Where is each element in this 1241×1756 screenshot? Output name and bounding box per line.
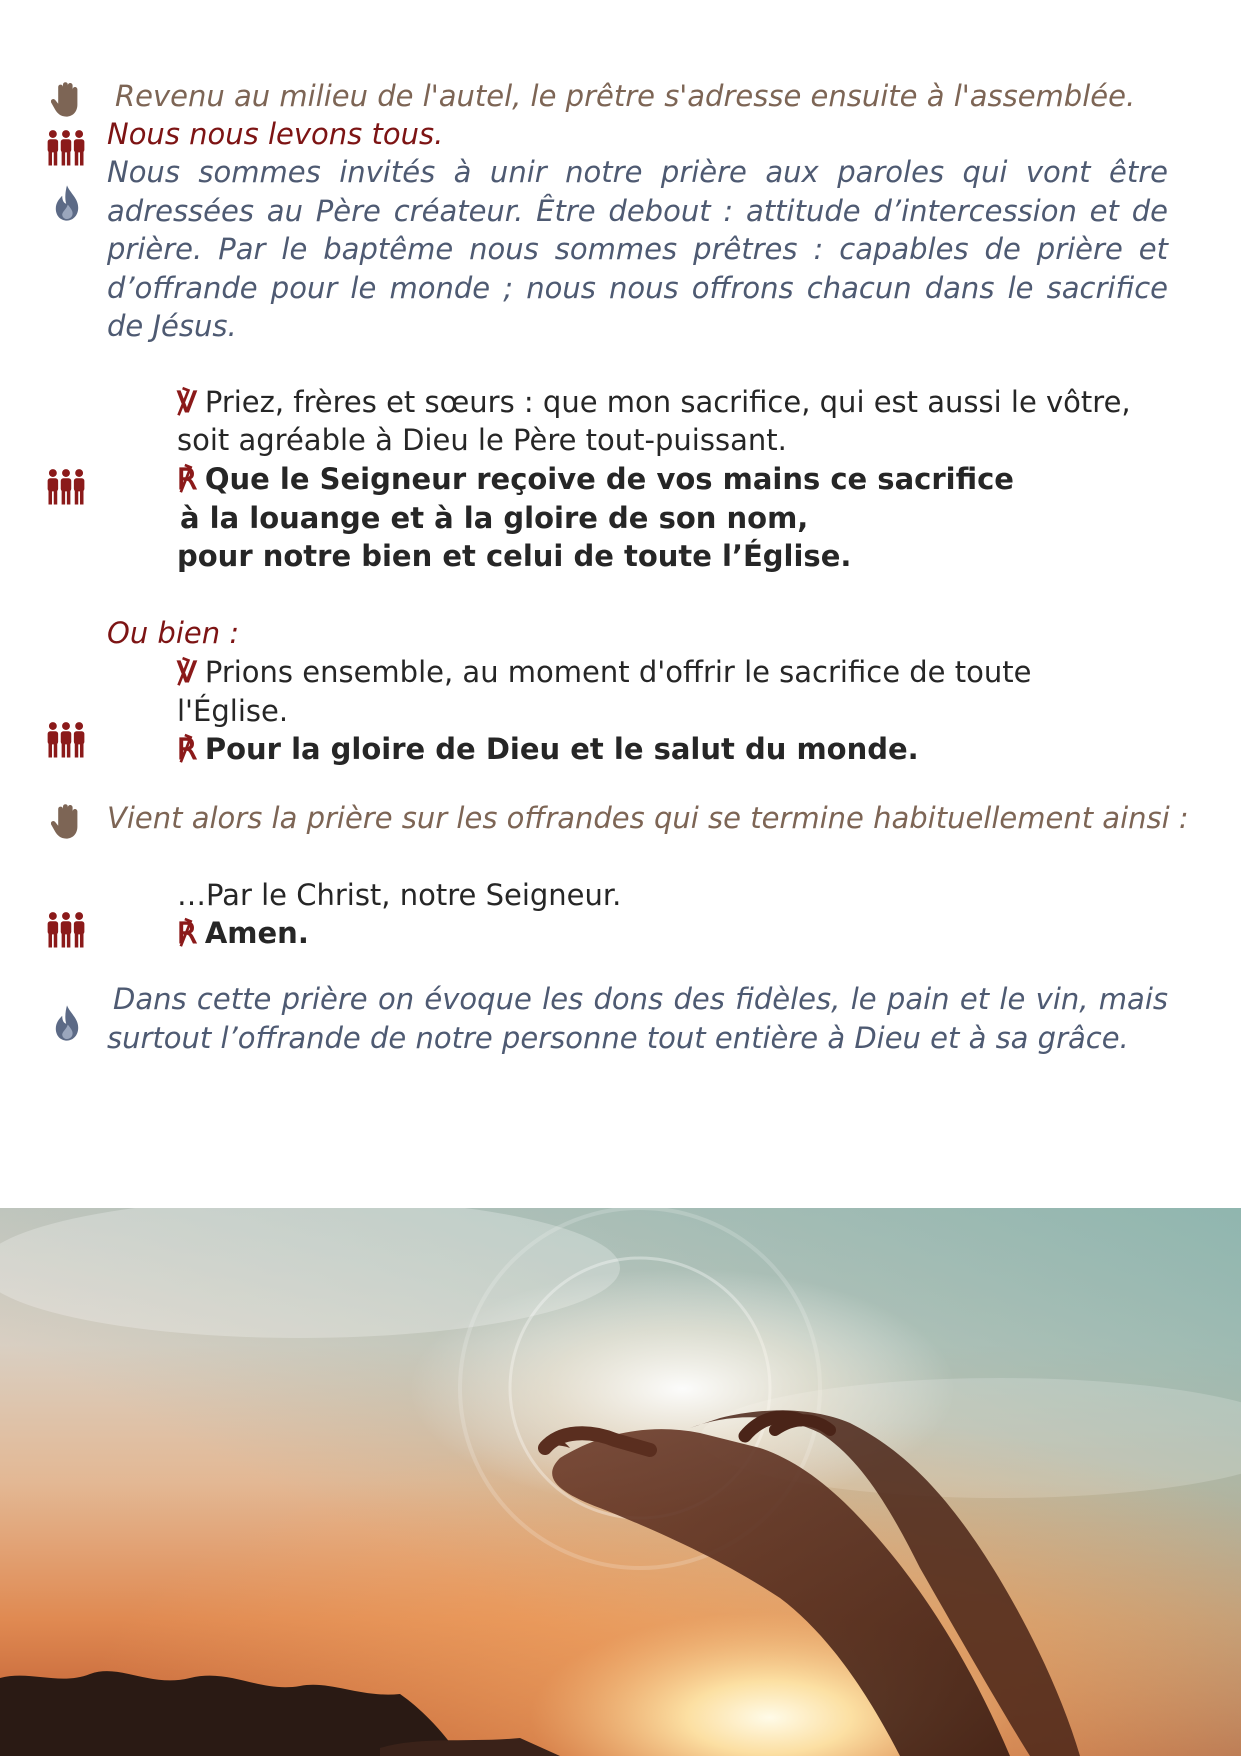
flame-icon (51, 180, 83, 226)
response-glory-of-god (177, 730, 919, 768)
rubric-priest-returns: Revenu au milieu de l'autel, le prêtre s'adresse ensuite à l'assemblée. (115, 79, 1136, 113)
response-lord-receive-line2: à la louange et à la gloire de son nom, (180, 501, 809, 535)
rubric-prayer-over-offerings: Vient alors la prière sur les offrandes qui se termine habituellement ainsi : (107, 801, 1189, 835)
versicle-text: Priez, frères et sœurs : que mon sacrifice, qui est aussi le vôtre, (204, 385, 1131, 419)
response-symbol: ℟ (177, 732, 197, 766)
versicle-pray-line2: soit agréable à Dieu le Père tout-puissant. (177, 423, 787, 457)
alternative-label: Ou bien : (107, 616, 240, 650)
instruction-stand: Nous nous levons tous. (107, 117, 444, 151)
three-people-icon (45, 720, 87, 760)
commentary-offering-of-self: Dans cette prière on évoque les dons des fidèles, le pain et le vin, mais surtout l’offrande de notre personne tout entière à Dieu et à sa grâce. (107, 982, 1168, 1055)
versicle-text: Prions ensemble, au moment d'offrir le sacrifice de toute (204, 655, 1032, 689)
raised-hand-icon (51, 78, 83, 120)
response-text: Pour la gloire de Dieu et le salut du monde. (204, 732, 919, 766)
versicle-let-us-pray-line2: l'Église. (177, 694, 289, 728)
three-people-icon (45, 128, 87, 168)
commentary-intercession: Nous sommes invités à unir notre prière aux paroles qui vont être adressées au Père créateur. Être debout : attitude d’intercession et de prière. Par le baptême nous sommes prêtres : capables de prière et d’offrande pour le monde ; nous nous offrons chacun dans le sacrifice de Jésus. (107, 155, 1168, 343)
versicle-let-us-pray-line1 (177, 653, 1031, 691)
conclusion-through-christ: …Par le Christ, notre Seigneur. (177, 878, 622, 912)
three-people-icon (45, 467, 87, 507)
response-lord-receive-line3: pour notre bien et celui de toute l’Église. (177, 539, 852, 573)
three-people-icon (45, 910, 87, 950)
response-text: Amen. (204, 916, 309, 950)
versicle-pray-line1 (177, 383, 1131, 421)
versicle-symbol: ℣ (177, 655, 197, 689)
response-symbol: ℟ (177, 462, 197, 496)
raised-hand-icon (51, 800, 83, 842)
response-text: Que le Seigneur reçoive de vos mains ce sacrifice (204, 462, 1014, 496)
response-lord-receive-line1 (177, 460, 1014, 498)
response-amen (177, 914, 309, 952)
versicle-symbol: ℣ (177, 385, 197, 419)
flame-icon (51, 1000, 83, 1046)
hands-sunset-photo (0, 1208, 1241, 1756)
response-symbol: ℟ (177, 916, 197, 950)
